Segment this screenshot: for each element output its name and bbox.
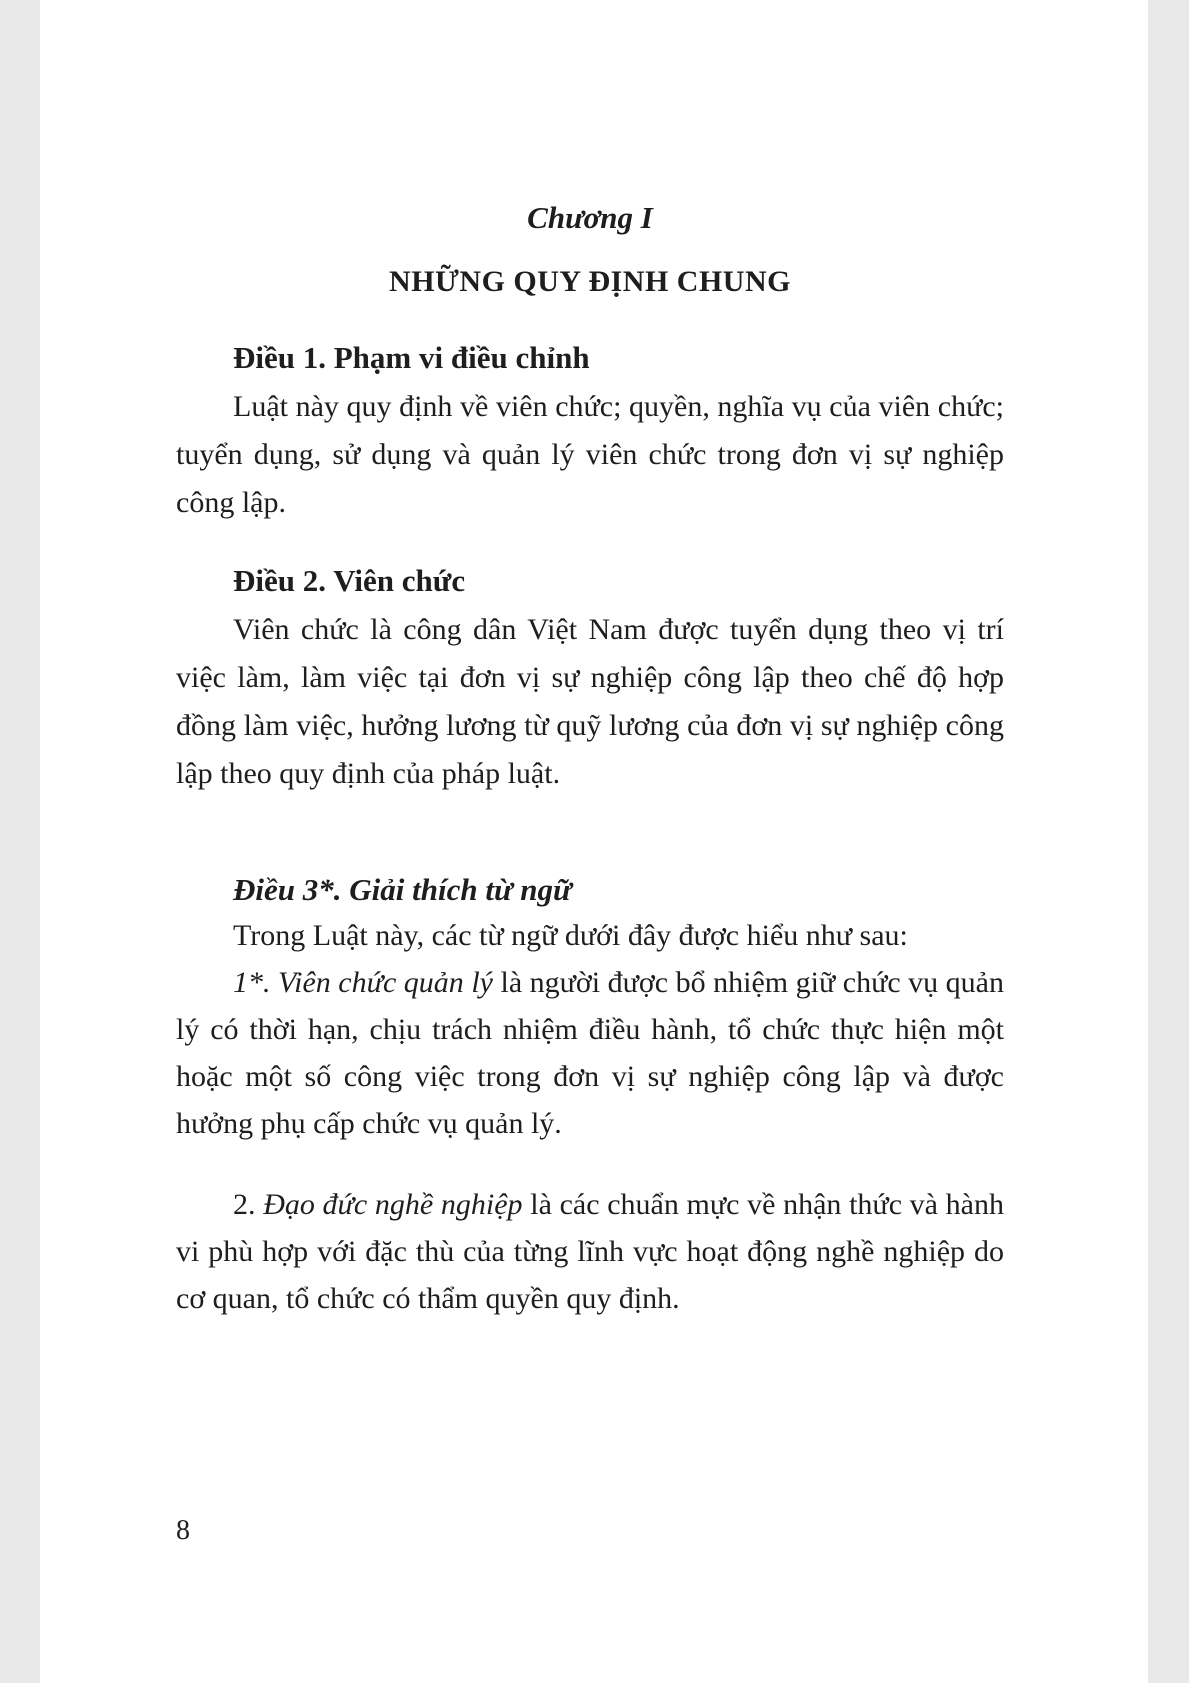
article-1-heading: Điều 1. Phạm vi điều chỉnh [233, 340, 590, 375]
item-2-number: 2. [233, 1188, 264, 1221]
article-3-intro: Trong Luật này, các từ ngữ dưới đây được hiểu như sau: [233, 919, 908, 952]
item-1-number: 1*. [233, 966, 279, 999]
item-2-text: là các chuẩn mực về nhận thức và hành vi phù hợp với đặc thù của từng lĩnh vực hoạt động nghề nghiệp do cơ quan, tổ chức có thẩm quyền quy định. [176, 1188, 1005, 1315]
chapter-title: NHỮNG QUY ĐỊNH CHUNG [389, 265, 791, 298]
item-2-term: Đạo đức nghề nghiệp [263, 1188, 523, 1221]
document-page [40, 0, 1148, 1683]
article-3-item-1 [176, 959, 1004, 1147]
item-1-text: là người được bổ nhiệm giữ chức vụ quản lý có thời hạn, chịu trách nhiệm điều hành, tổ chức thực hiện một hoặc một số công việc trong đơn vị sự nghiệp công lập và được hưởng phụ cấp chức vụ quản lý. [176, 966, 1004, 1140]
article-3-item-2 [176, 1181, 1004, 1322]
item-1-term: Viên chức quản lý [278, 966, 493, 999]
article-3-heading: Điều 3*. Giải thích từ ngữ [233, 872, 572, 907]
article-2-body: Viên chức là công dân Việt Nam được tuyển dụng theo vị trí việc làm, làm việc tại đơn vị sự nghiệp công lập theo chế độ hợp đồng làm việc, hưởng lương từ quỹ lương của đơn vị sự nghiệp công lập theo quy định của pháp luật. [176, 613, 1004, 790]
article-2-heading: Điều 2. Viên chức [233, 563, 466, 598]
page-number: 8 [176, 1515, 190, 1546]
article-1-body: Luật này quy định về viên chức; quyền, nghĩa vụ của viên chức; tuyển dụng, sử dụng và quản lý viên chức trong đơn vị sự nghiệp công lập. [176, 390, 1004, 519]
chapter-label: Chương I [527, 200, 653, 235]
